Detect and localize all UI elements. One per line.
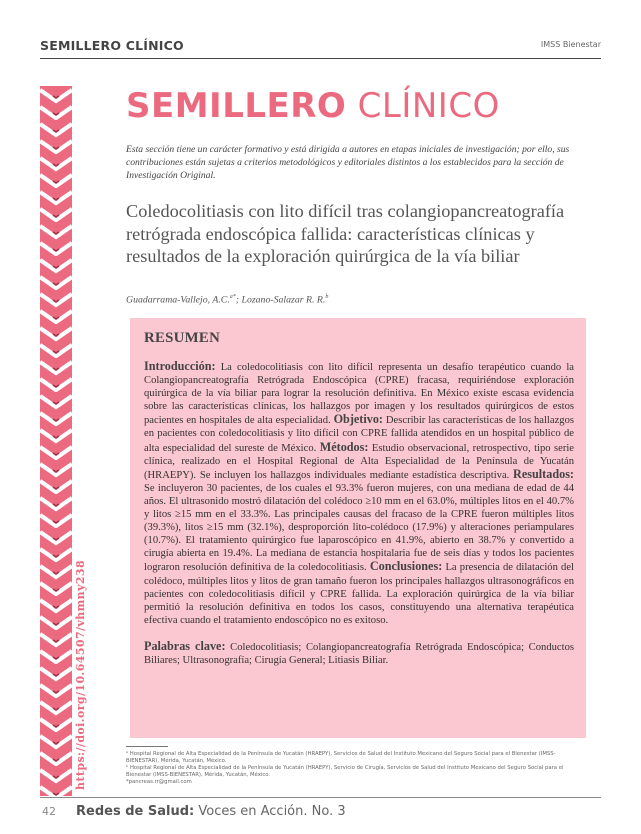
abstract-conclusions-label: Conclusiones: [369, 559, 443, 574]
abstract-objective-label: Objetivo: [333, 412, 383, 427]
abstract-intro-text: La coledocolitiasis con lito difícil representa un desafío terapéutico cuando la Colangiopancreatografía Retrógrada Endoscópica (CPRE) fracasa, requiriéndose exploración quirúrgica de la vía biliar para lograr la resolución definitiva. En México existe escasa evidencia sobre las características clínicas, los hallazgos por imagen y los resultados quirúrgicos de estos pacientes en hospitales de alta especialidad. [144, 362, 574, 427]
abstract-heading: RESUMEN [144, 330, 221, 346]
author-separator: ; [235, 294, 242, 306]
footnote-email[interactable]: *pancreas.rr@gmail.com [126, 779, 192, 785]
keywords [144, 640, 574, 667]
footnote-affiliation-a: ᵃ Hospital Regional de Alta Especialidad de la Península de Yucatán (HRAEPY), Servicios de Salud del Instituto Mexicano del Seguro Social para el Bienestar (IMSS-BIENESTAR), Mérida, Yucatán, México. [126, 751, 556, 764]
author-2: Lozano-Salazar R. R. [241, 294, 326, 306]
zigzag-pattern-graphic [40, 86, 72, 796]
author-1-affiliation: a* [229, 294, 236, 300]
abstract-body [144, 360, 574, 627]
keywords-text: Coledocolitiasis; Colangiopancreatografía Retrógrada Endoscópica; Conductos Biliares; Ultrasonografía; Cirugía General; Litiasis Biliar. [144, 641, 574, 666]
abstract-intro-label: Introducción: [144, 359, 216, 373]
running-header-publisher: IMSS Bienestar [540, 40, 601, 49]
section-title-light: CLÍNICO [357, 86, 500, 126]
abstract-methods-label: Métodos: [319, 439, 369, 454]
footnotes [126, 751, 586, 786]
running-header-section: SEMILLERO CLÍNICO [40, 38, 184, 53]
section-title [126, 86, 500, 126]
abstract-results-text: Se incluyeron 30 pacientes, de los cuales el 93.3% fueron mujeres, con una mediana de edad de 44 años. El ultrasonido mostró dilatación del colédoco ≥10 mm en el 63.0%, múltiples litos en el 40.7% y litos ≥15 mm en el 33.3%. Las principales causas del fracaso de la CPRE fueron múltiples litos (39.3%), litos ≥15 mm (32.1%), desproporción lito-colédoco (17.9%) y alteraciones periampulares (10.7%). El tratamiento quirúrgico fue laparoscópico en 41.9%, abierto en 38.7% y convertido a cirugía abierta en 19.4%. La mediana de estancia hospitalaria fue de seis días y todos los pacientes lograron resolución definitiva de la coledocolitiasis. [144, 482, 574, 574]
journal-name-rest: Voces en Acción. No. 3 [194, 804, 346, 819]
decorative-pattern-band [40, 86, 72, 796]
abstract-conclusions-text: La presencia de dilatación del colédoco, múltiples litos y litos de gran tamaño fueron los principales hallazgos ultrasonográficos en pacientes con coledocolitiasis difícil y CPRE fallida. La exploración quirúrgica de la vía biliar permitió la resolución definitiva en todos los casos, constituyendo una alternativa terapéutica efectiva cuando el tratamiento endoscópico no es exitoso. [144, 562, 574, 626]
journal-name [76, 804, 346, 819]
journal-name-bold: Redes de Salud: [76, 804, 195, 819]
authors [126, 294, 328, 305]
abstract-box [130, 318, 586, 738]
header-rule [40, 58, 601, 59]
article-title: Coledocolitiasis con lito difícil tras colangiopancreatografía retrógrada endoscópica fallida: características clínicas y resultados de la exploración quirúrgica de la vía biliar [126, 201, 565, 266]
page-number: 42 [42, 805, 56, 818]
section-intro: Esta sección tiene un carácter formativo y está dirigida a autores en etapas iniciales de investigación; por ello, sus contribuciones están sujetas a criterios metodológicos y editoriales distintos a los establecidos para la sección de Investigación Original. [126, 144, 570, 181]
footnote-rule [126, 746, 168, 747]
footer-rule [40, 797, 601, 798]
author-2-affiliation: b [325, 294, 329, 300]
section-title-bold: SEMILLERO [126, 86, 347, 126]
doi-link[interactable]: https://doi.org/10.64507/vhmny238 [74, 559, 87, 790]
abstract-results-label: Resultados: [513, 466, 574, 481]
abstract-objective-text: Describir las características de los hallazgos en pacientes con coledocolitiasis y lito difícil con CPRE fallida atendidos en un hospital público de alta especialidad del sureste de México. [144, 415, 575, 454]
footnote-affiliation-b: ᵇ Hospital Regional de Alta Especialidad de la Península de Yucatán (HRAEPY), Servicio de Cirugía, Servicios de Salud del Instituto Mexicano del Seguro Social para el Bienestar (IMSS-BIENESTAR), Mérida, Yucatán, México. [126, 765, 564, 778]
author-1: Guadarrama-Vallejo, A.C. [126, 294, 230, 306]
abstract-methods-text: Estudio observacional, retrospectivo, tipo serie clínica, realizado en el Hospital Regional de Alta Especialidad de la Península de Yucatán (HRAEPY). Se incluyen los hallazgos individuales mediante estadística descriptiva. [144, 442, 574, 481]
keywords-label: Palabras clave: [144, 638, 226, 653]
